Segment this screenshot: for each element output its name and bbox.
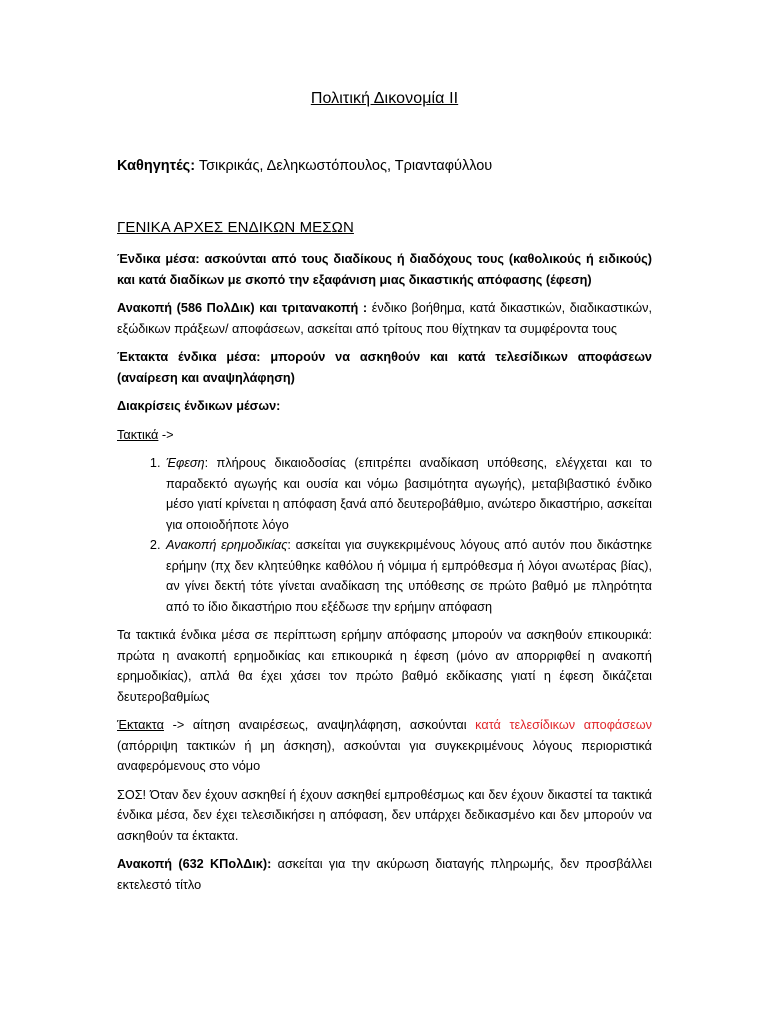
text-ordinary: -> <box>158 427 174 442</box>
paragraph-legal-remedies <box>117 249 652 290</box>
term-ordinary: Τακτικά <box>117 427 159 442</box>
professors-names: Τσικρικάς, Δεληκωστόπουλος, Τριανταφύλλου <box>195 158 493 174</box>
document-body <box>117 249 652 903</box>
term-payment-order: Ανακοπή (632 ΚΠολΔικ): <box>117 857 272 871</box>
text-legal-remedies: ασκούνται από τους διαδίκους ή διαδόχους τους (καθολικούς ή ειδικούς) και κατά διαδίκων με σκοπό την εξαφάνιση μιας δικαστικής απόφασης (έφεση) <box>117 252 652 287</box>
term-appeal: Έφεση <box>166 456 205 470</box>
ordinary-remedies-list <box>117 453 652 617</box>
paragraph-subsidiary: Τα τακτικά ένδικα μέσα σε περίπτωση ερήμην απόφασης μπορούν να ασκηθούν επικουρικά: πρώτα η ανακοπή ερημοδικίας και επικουρικά η έφεση (μόνο αν απορριφθεί η ανακοπή ερημοδικίας), απλά θα έχει χάσει τον πρώτο βαθμό εκδίκασης γιατί η έφεση δικάζεται δευτεροβαθμίως <box>117 628 652 704</box>
paragraph-extraordinary <box>117 347 652 388</box>
term-extraordinary-2: Έκτακτα <box>117 718 164 732</box>
paragraph-opposition <box>117 298 652 339</box>
paragraph-sos-note: ΣΟΣ! Όταν δεν έχουν ασκηθεί ή έχουν ασκηθεί εμπροθέσμως και δεν έχουν δικαστεί τα τακτικά ένδικα μέσα, δεν έχει τελεσιδικήσει η απόφαση, δεν υπάρχει δεδικασμένο και δεν μπορούν να ασκηθούν τα έκτακτα. <box>117 787 652 843</box>
paragraph-distinctions: Διακρίσεις ένδικων μέσων: <box>117 399 281 413</box>
term-legal-remedies: Ένδικα μέσα: <box>117 252 200 266</box>
text-payment-order: ασκείται για την ακύρωση διαταγής πληρωμής, δεν προσβάλλει εκτελεστό τίτλο <box>117 857 652 892</box>
paragraph-ordinary <box>117 425 652 446</box>
text-default-opposition: : ασκείται για συγκεκριμένους λόγους από αυτόν που δικάστηκε ερήμην (πχ δεν κλητεύθηκε καθόλου ή νόμιμα ή εμπρόθεσμα ή λόγοι ανωτέρας βίας), αν γίνει δεκτή τότε γίνεται αναδίκαση της υπόθεσης σε πρώτο βαθμό με πληρότητα από το ίδιο δικαστήριο που εξέδωσε την ερήμην απόφαση <box>166 538 652 614</box>
paragraph-payment-order <box>117 854 652 895</box>
section-heading: ΓΕΝΙΚΑ ΑΡΧΕΣ ΕΝΔΙΚΩΝ ΜΕΣΩΝ <box>117 219 354 236</box>
text-appeal: : πλήρους δικαιοδοσίας (επιτρέπει αναδίκαση υπόθεσης, ελέγχεται και το παραδεκτό αγωγής και ουσία και νόμω βασιμότητα αγωγής), μεταβιβαστικό ένδικο μέσο γιατί κρίνεται η απόφαση ξανά από δευτεροβάθμιο, ανώτερο δικαστήριο, ασκείται για οποιοδήποτε λόγο <box>166 456 652 532</box>
text-extraordinary-2b: (απόρριψη τακτικών ή μη άσκηση), ασκούνται για συγκεκριμένους λόγους περιοριστικά αναφερόμενους στο νόμο <box>117 738 652 773</box>
term-extraordinary: Έκτακτα ένδικα μέσα: <box>117 350 261 364</box>
text-opposition: ένδικο βοήθημα, κατά δικαστικών, διαδικαστικών, εξώδικων πράξεων/ αποφάσεων, ασκείται από τρίτους που θίχτηκαν τα συμφέροντα τους <box>117 301 652 336</box>
list-item <box>164 535 652 617</box>
document-title: Πολιτική Δικονομία ΙΙ <box>310 90 459 107</box>
text-extraordinary-2a: -> αίτηση αναιρέσεως, αναψηλάφηση, ασκούνται <box>163 718 476 732</box>
list-item <box>164 453 652 535</box>
text-extraordinary: μπορούν να ασκηθούν και κατά τελεσίδικων αποφάσεων (αναίρεση και αναψηλάφηση) <box>117 350 652 385</box>
term-opposition: Ανακοπή (586 ΠολΔικ) και τριτανακοπή : <box>117 301 368 315</box>
professors-line <box>117 158 492 174</box>
paragraph-extraordinary-2 <box>117 715 652 777</box>
professors-label: Καθηγητές: <box>117 158 196 174</box>
term-default-opposition: Ανακοπή ερημοδικίας <box>166 538 288 552</box>
highlight-final-decisions: κατά τελεσίδικων αποφάσεων <box>475 718 653 732</box>
